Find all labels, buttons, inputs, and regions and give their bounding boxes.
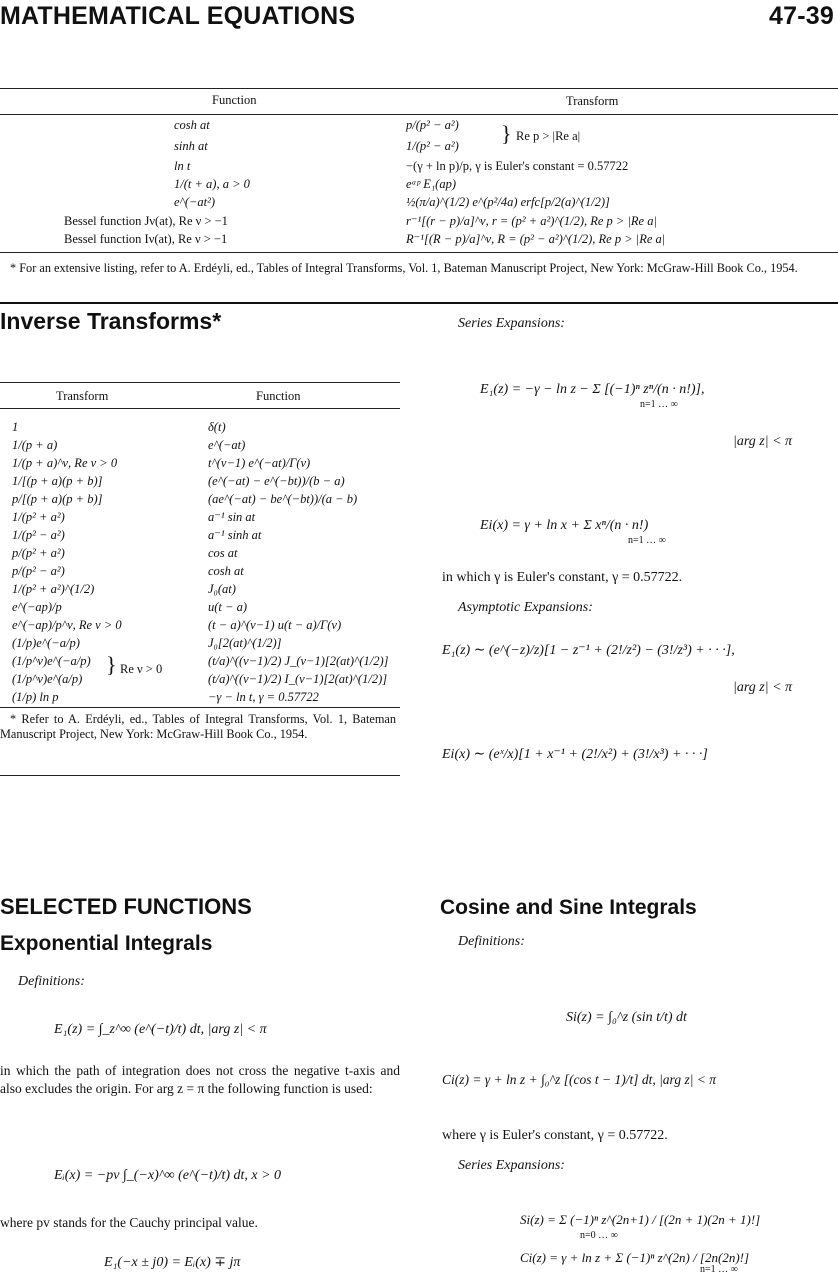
integration-path-paragraph: in which the path of integration does not cross the negative t-axis and also excludes the origin. For arg z = π the following function is used: bbox=[0, 1063, 400, 1096]
euler-constant-text: where γ is Euler's constant, γ = 0.57722. bbox=[442, 1128, 668, 1143]
page-number: 47-39 bbox=[769, 2, 834, 30]
equation-ci-definition: Ci(z) = γ + ln z + ∫₀^z [(cos t − 1)/t] dt, |arg z| < π bbox=[442, 1072, 717, 1087]
table-bottom-rule bbox=[0, 252, 838, 253]
table-row-transform: 1 bbox=[12, 420, 19, 434]
table-row-transform: R⁻¹[(R − p)/a]^ν, R = (p² − a²)^(1/2), Re p > |Re a| bbox=[406, 232, 666, 246]
brace-condition: Re p > |Re a| bbox=[516, 129, 581, 143]
table-row-transform: 1/[(p + a)(p + b)] bbox=[12, 474, 103, 488]
table-row-transform: −(γ + ln p)/p, γ is Euler's constant = 0.57722 bbox=[406, 159, 629, 173]
table-row-transform: e^(−ap)/p^ν, Re ν > 0 bbox=[12, 618, 122, 632]
table-row-function: a⁻¹ sinh at bbox=[208, 528, 262, 542]
inverse-table-header-rule bbox=[0, 408, 400, 409]
table-row-transform: eᵃᵖ E₁(ap) bbox=[406, 177, 456, 191]
section-divider-rule bbox=[0, 302, 838, 304]
table-row-transform: p/[(p + a)(p + b)] bbox=[12, 492, 103, 506]
sum-limits: n=1 … ∞ bbox=[640, 399, 678, 410]
table-row-function: u(t − a) bbox=[208, 600, 247, 614]
table-row-transform: 1/(p + a)^ν, Re ν > 0 bbox=[12, 456, 118, 470]
sum-limits: n=1 … ∞ bbox=[700, 1264, 738, 1275]
asymptotic-label: Asymptotic Expansions: bbox=[458, 600, 593, 615]
table-row-function: (ae^(−at) − be^(−bt))/(a − b) bbox=[208, 492, 358, 506]
table-row-transform: 1/(p² − a²) bbox=[12, 528, 65, 542]
table-row-function: (t − a)^(ν−1) u(t − a)/Γ(ν) bbox=[208, 618, 342, 632]
table-row-transform: (1/p)e^(−a/p) bbox=[12, 636, 80, 650]
inverse-footnote-rule bbox=[0, 775, 400, 776]
table-row-transform: e^(−ap)/p bbox=[12, 600, 62, 614]
cauchy-paragraph: where pv stands for the Cauchy principal value. bbox=[0, 1215, 258, 1230]
equation-e1-series: E₁(z) = −γ − ln z − Σ [(−1)ⁿ zⁿ/(n · n!)], bbox=[480, 382, 705, 397]
table-row-function: Bessel function Iν(at), Re ν > −1 bbox=[64, 232, 228, 246]
table-row-transform: r⁻¹[(r − p)/a]^ν, r = (p² + a²)^(1/2), Re p > |Re a| bbox=[406, 214, 657, 228]
table-row-function: ln t bbox=[174, 159, 191, 173]
table-row-transform: ½(π/a)^(1/2) e^(p²/4a) erfc[p/2(a)^(1/2)] bbox=[406, 195, 610, 209]
section-title: SELECTED FUNCTIONS bbox=[0, 894, 252, 919]
col-header-function: Function bbox=[212, 93, 257, 107]
table-row-transform: 1/(p² − a²) bbox=[406, 139, 459, 153]
equation-condition: |arg z| < π bbox=[733, 434, 793, 449]
table-row-function: 1/(t + a), a > 0 bbox=[174, 177, 250, 191]
table-row-function: e^(−at) bbox=[208, 438, 246, 452]
equation-e1-definition: E₁(z) = ∫_z^∞ (e^(−t)/t) dt, |arg z| < π bbox=[54, 1022, 267, 1037]
col-header-transform: Transform bbox=[566, 94, 619, 108]
euler-constant-text: in which γ is Euler's constant, γ = 0.57722. bbox=[442, 570, 683, 585]
table-row-transform: (1/p) ln p bbox=[12, 690, 59, 704]
brace-icon: } bbox=[106, 652, 117, 677]
table-row-function: cosh at bbox=[208, 564, 244, 578]
table-row-function: −γ − ln t, γ = 0.57722 bbox=[208, 690, 319, 704]
table-row-transform: (1/p^ν)e^(a/p) bbox=[12, 672, 83, 686]
equation-si-definition: Si(z) = ∫₀^z (sin t/t) dt bbox=[566, 1010, 687, 1025]
table-row-transform: p/(p² − a²) bbox=[406, 118, 459, 132]
sum-limits: n=0 … ∞ bbox=[580, 1230, 618, 1241]
series-label: Series Expansions: bbox=[458, 1158, 565, 1173]
definitions-label: Definitions: bbox=[458, 934, 525, 949]
table-row-function: t^(ν−1) e^(−at)/Γ(ν) bbox=[208, 456, 311, 470]
table-row-transform: p/(p² + a²) bbox=[12, 546, 65, 560]
table-row-function: J₀[2(at)^(1/2)] bbox=[208, 636, 282, 650]
running-header-title: MATHEMATICAL EQUATIONS bbox=[0, 2, 356, 30]
table-row-transform: 1/(p + a) bbox=[12, 438, 58, 452]
sum-limits: n=1 … ∞ bbox=[628, 535, 666, 546]
equation-e1-asymptotic: E₁(z) ∼ (e^(−z)/z)[1 − z⁻¹ + (2!/z²) − (3!/z³) + · · ·], bbox=[442, 643, 735, 658]
equation-si-series: Si(z) = Σ (−1)ⁿ z^(2n+1) / [(2n + 1)(2n + 1)!] bbox=[520, 1212, 761, 1227]
equation-ci-series: Ci(z) = γ + ln z + Σ (−1)ⁿ z^(2n) / [2n(2n)!] bbox=[520, 1250, 750, 1265]
table-row-transform: p/(p² − a²) bbox=[12, 564, 65, 578]
table-row-function: δ(t) bbox=[208, 420, 226, 434]
table-row-function: Bessel function Jν(at), Re ν > −1 bbox=[64, 214, 228, 228]
section-title: Inverse Transforms* bbox=[0, 308, 222, 334]
equation-ei-series: Ei(x) = γ + ln x + Σ xⁿ/(n · n!) bbox=[480, 518, 649, 533]
inverse-table-bottom-rule bbox=[0, 707, 400, 708]
brace-condition: Re ν > 0 bbox=[120, 662, 163, 676]
inverse-table-top-rule bbox=[0, 382, 400, 383]
series-label: Series Expansions: bbox=[458, 316, 565, 331]
inverse-footnote: * Refer to A. Erdéyli, ed., Tables of Integral Transforms, Vol. 1, Bateman Manuscript Project, New York: McGraw-Hill Book Co., 1954. bbox=[0, 712, 396, 741]
table-row-function: a⁻¹ sin at bbox=[208, 510, 256, 524]
equation-condition: |arg z| < π bbox=[733, 680, 793, 695]
table-row-function: cos at bbox=[208, 546, 238, 560]
top-table-footnote: * For an extensive listing, refer to A. Erdéyli, ed., Tables of Integral Transforms, Vol. 1, Bateman Manuscript Project, New York: McGraw-Hill Book Co., 1954. bbox=[10, 261, 798, 275]
section-title: Cosine and Sine Integrals bbox=[440, 896, 697, 919]
equation-e1-relation: E₁(−x ± j0) = Eᵢ(x) ∓ jπ bbox=[104, 1255, 241, 1270]
equation-ei-definition: Eᵢ(x) = −pv ∫_(−x)^∞ (e^(−t)/t) dt, x > 0 bbox=[54, 1168, 282, 1183]
table-row-function: e^(−at²) bbox=[174, 195, 216, 209]
table-row-function: (e^(−at) − e^(−bt))/(b − a) bbox=[208, 474, 345, 488]
table-row-transform: 1/(p² + a²)^(1/2) bbox=[12, 582, 95, 596]
col-header-transform: Transform bbox=[56, 389, 109, 403]
table-row-function: J₀(at) bbox=[208, 582, 236, 596]
table-row-transform: (1/p^ν)e^(−a/p) bbox=[12, 654, 91, 668]
brace-icon: } bbox=[501, 121, 512, 146]
definitions-label: Definitions: bbox=[18, 974, 85, 989]
subsection-title: Exponential Integrals bbox=[0, 932, 213, 955]
table-row-function: (t/a)^((ν−1)/2) J_(ν−1)[2(at)^(1/2)] bbox=[208, 654, 389, 668]
col-header-function: Function bbox=[256, 389, 301, 403]
table-header-rule bbox=[0, 114, 838, 115]
table-top-rule bbox=[0, 88, 838, 89]
table-row-function: sinh at bbox=[174, 139, 208, 153]
table-row-function: (t/a)^((ν−1)/2) I_(ν−1)[2(at)^(1/2)] bbox=[208, 672, 388, 686]
table-row-transform: 1/(p² + a²) bbox=[12, 510, 65, 524]
table-row-function: cosh at bbox=[174, 118, 210, 132]
equation-ei-asymptotic: Ei(x) ∼ (eˣ/x)[1 + x⁻¹ + (2!/x²) + (3!/x³) + · · ·] bbox=[442, 747, 708, 762]
